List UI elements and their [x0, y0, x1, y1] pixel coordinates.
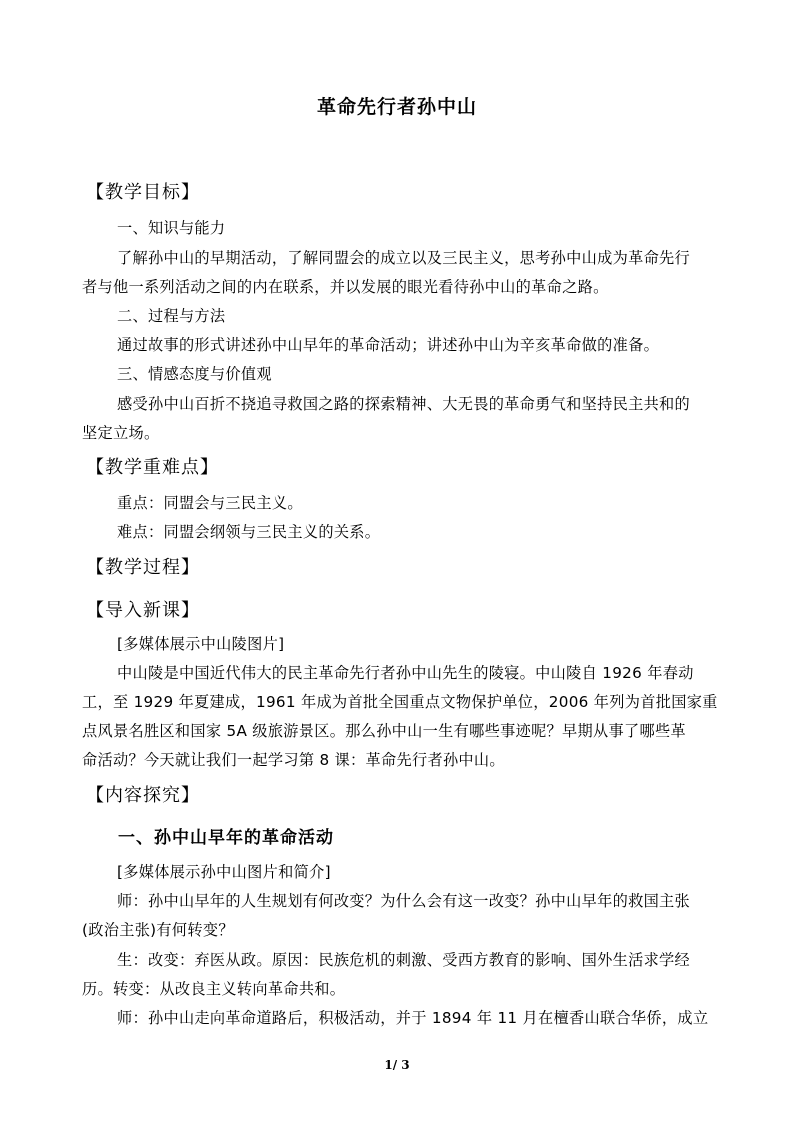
- heading-objectives: 【教学目标】: [86, 182, 200, 203]
- intro-media-note: [多媒体展示中山陵图片]: [117, 635, 285, 653]
- heading-explore: 【内容探究】: [86, 785, 200, 806]
- objective-2-text: 通过故事的形式讲述孙中山早年的革命活动；讲述孙中山为辛亥革命做的准备。: [117, 336, 660, 354]
- intro-text-cont: 点风景名胜区和国家 5A 级旅游景区。那么孙中山一生有哪些事迹呢？早期从事了哪些革: [82, 722, 686, 740]
- teacher-question-cont: (政治主张)有何转变？: [82, 921, 234, 939]
- student-answer: 生：改变：弃医从政。原因：民族危机的刺激、受西方教育的影响、国外生活求学经: [117, 951, 691, 969]
- heading-key-points: 【教学重难点】: [86, 457, 219, 478]
- objective-3-text-cont: 坚定立场。: [82, 424, 160, 442]
- difficult-point: 难点：同盟会纲领与三民主义的关系。: [117, 523, 381, 541]
- intro-text: 中山陵是中国近代伟大的民主革命先行者孙中山先生的陵寝。中山陵自 1926 年春动: [117, 664, 694, 682]
- objective-2-label: 二、过程与方法: [117, 307, 226, 325]
- teacher-statement: 师：孙中山走向革命道路后，积极活动，并于 1894 年 11 月在檀香山联合华侨，成立: [117, 1009, 709, 1027]
- explore-media-note: [多媒体展示孙中山图片和简介]: [117, 863, 331, 881]
- objective-1-text-cont: 者与他一系列活动之间的内在联系，并以发展的眼光看待孙中山的革命之路。: [82, 278, 609, 296]
- subheading-early-activities: 一、孙中山早年的革命活动: [118, 828, 334, 848]
- heading-process: 【教学过程】: [86, 557, 200, 578]
- objective-1-label: 一、知识与能力: [117, 219, 226, 237]
- intro-text-cont: 命活动？今天就让我们一起学习第 8 课：革命先行者孙中山。: [82, 751, 505, 769]
- page-number: 1/ 3: [384, 1058, 410, 1072]
- objective-3-label: 三、情感态度与价值观: [117, 365, 272, 383]
- objective-1-text: 了解孙中山的早期活动，了解同盟会的成立以及三民主义，思考孙中山成为革命先行: [117, 249, 691, 267]
- heading-intro: 【导入新课】: [86, 600, 200, 621]
- page-title: 革命先行者孙中山: [316, 96, 477, 118]
- intro-text-cont: 工，至 1929 年夏建成，1961 年成为首批全国重点文物保护单位，2006 年列为首批国家重: [82, 693, 718, 711]
- key-point: 重点：同盟会与三民主义。: [117, 494, 303, 512]
- objective-3-text: 感受孙中山百折不挠追寻救国之路的探索精神、大无畏的革命勇气和坚持民主共和的: [117, 395, 691, 413]
- student-answer-cont: 历。转变：从改良主义转向革命共和。: [82, 980, 346, 998]
- teacher-question: 师：孙中山早年的人生规划有何改变？为什么会有这一改变？孙中山早年的救国主张: [117, 892, 691, 910]
